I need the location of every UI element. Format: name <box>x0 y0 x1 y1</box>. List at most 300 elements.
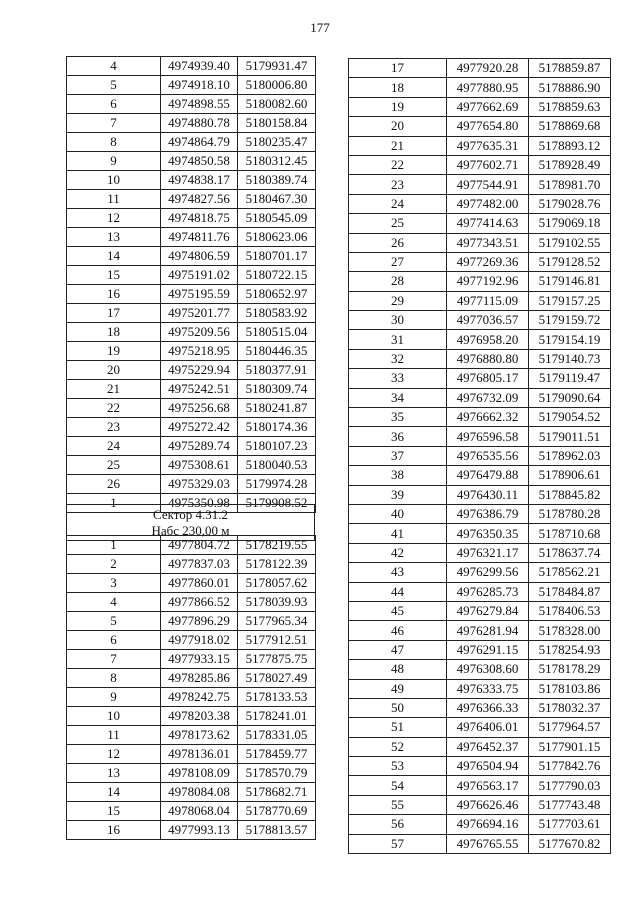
x-coordinate-cell: 4976386.79 <box>447 504 529 523</box>
left-coordinates-table <box>66 56 316 513</box>
point-number-cell: 49 <box>349 679 447 698</box>
x-coordinate-cell: 4975272.42 <box>161 418 238 437</box>
point-number-cell: 46 <box>349 621 447 640</box>
table-row <box>349 97 611 116</box>
x-coordinate-cell: 4976430.11 <box>447 485 529 504</box>
table-row <box>349 388 611 407</box>
table-row <box>349 369 611 388</box>
x-coordinate-cell: 4977896.29 <box>161 612 238 631</box>
x-coordinate-cell: 4976880.80 <box>447 349 529 368</box>
y-coordinate-cell: 5180652.97 <box>238 285 316 304</box>
point-number-cell: 3 <box>67 574 161 593</box>
y-coordinate-cell: 5178331.05 <box>238 726 316 745</box>
y-coordinate-cell: 5180515.04 <box>238 323 316 342</box>
point-number-cell: 55 <box>349 795 447 814</box>
y-coordinate-cell: 5177842.76 <box>529 757 611 776</box>
y-coordinate-cell: 5180040.53 <box>238 456 316 475</box>
x-coordinate-cell: 4976321.17 <box>447 543 529 562</box>
y-coordinate-cell: 5178103.86 <box>529 679 611 698</box>
point-number-cell: 24 <box>349 194 447 213</box>
x-coordinate-cell: 4976765.55 <box>447 834 529 853</box>
point-number-cell: 53 <box>349 757 447 776</box>
point-number-cell: 6 <box>67 631 161 650</box>
y-coordinate-cell: 5180312.45 <box>238 152 316 171</box>
y-coordinate-cell: 5180467.30 <box>238 190 316 209</box>
x-coordinate-cell: 4977933.15 <box>161 650 238 669</box>
table-row <box>349 311 611 330</box>
table-row <box>349 679 611 698</box>
x-coordinate-cell: 4978285.86 <box>161 669 238 688</box>
y-coordinate-cell: 5180583.92 <box>238 304 316 323</box>
x-coordinate-cell: 4974864.79 <box>161 133 238 152</box>
x-coordinate-cell: 4976291.15 <box>447 640 529 659</box>
point-number-cell: 6 <box>67 95 161 114</box>
point-number-cell: 32 <box>349 349 447 368</box>
y-coordinate-cell: 5180235.47 <box>238 133 316 152</box>
x-coordinate-cell: 4977343.51 <box>447 233 529 252</box>
x-coordinate-cell: 4977654.80 <box>447 117 529 136</box>
table-row <box>67 304 316 323</box>
table-row <box>349 233 611 252</box>
x-coordinate-cell: 4974811.76 <box>161 228 238 247</box>
table-row <box>67 593 316 612</box>
table-row <box>349 408 611 427</box>
x-coordinate-cell: 4976596.58 <box>447 427 529 446</box>
x-coordinate-cell: 4977192.96 <box>447 272 529 291</box>
x-coordinate-cell: 4974818.75 <box>161 209 238 228</box>
x-coordinate-cell: 4978203.38 <box>161 707 238 726</box>
x-coordinate-cell: 4977662.69 <box>447 97 529 116</box>
point-number-cell: 26 <box>67 475 161 494</box>
point-number-cell: 26 <box>349 233 447 252</box>
table-row <box>67 536 316 555</box>
table-row <box>67 456 316 475</box>
point-number-cell: 12 <box>67 209 161 228</box>
x-coordinate-cell: 4975201.77 <box>161 304 238 323</box>
y-coordinate-cell: 5179028.76 <box>529 194 611 213</box>
y-coordinate-cell: 5177964.57 <box>529 718 611 737</box>
y-coordinate-cell: 5178770.69 <box>238 802 316 821</box>
point-number-cell: 34 <box>349 388 447 407</box>
y-coordinate-cell: 5178219.55 <box>238 536 316 555</box>
y-coordinate-cell: 5179069.18 <box>529 214 611 233</box>
point-number-cell: 33 <box>349 369 447 388</box>
y-coordinate-cell: 5178637.74 <box>529 543 611 562</box>
table-row <box>349 776 611 795</box>
y-coordinate-cell: 5179154.19 <box>529 330 611 349</box>
point-number-cell: 18 <box>349 78 447 97</box>
x-coordinate-cell: 4976694.16 <box>447 815 529 834</box>
table-row <box>67 688 316 707</box>
point-number-cell: 8 <box>67 133 161 152</box>
y-coordinate-cell: 5180006.80 <box>238 76 316 95</box>
y-coordinate-cell: 5180082.60 <box>238 95 316 114</box>
y-coordinate-cell: 5180241.87 <box>238 399 316 418</box>
point-number-cell: 13 <box>67 764 161 783</box>
x-coordinate-cell: 4976406.01 <box>447 718 529 737</box>
point-number-cell: 17 <box>349 59 447 78</box>
point-number-cell: 37 <box>349 446 447 465</box>
x-coordinate-cell: 4977482.00 <box>447 194 529 213</box>
point-number-cell: 5 <box>67 76 161 95</box>
y-coordinate-cell: 5178780.28 <box>529 504 611 523</box>
y-coordinate-cell: 5179102.55 <box>529 233 611 252</box>
y-coordinate-cell: 5180107.23 <box>238 437 316 456</box>
table-row <box>349 78 611 97</box>
point-number-cell: 1 <box>67 494 161 513</box>
point-number-cell: 31 <box>349 330 447 349</box>
table-row <box>67 764 316 783</box>
point-number-cell: 7 <box>67 114 161 133</box>
y-coordinate-cell: 5180158.84 <box>238 114 316 133</box>
table-row <box>67 228 316 247</box>
x-coordinate-cell: 4976350.35 <box>447 524 529 543</box>
x-coordinate-cell: 4977880.95 <box>447 78 529 97</box>
left-table-top-body <box>67 57 316 513</box>
point-number-cell: 36 <box>349 427 447 446</box>
y-coordinate-cell: 5178981.70 <box>529 175 611 194</box>
table-row <box>349 621 611 640</box>
y-coordinate-cell: 5177912.51 <box>238 631 316 650</box>
y-coordinate-cell: 5178406.53 <box>529 601 611 620</box>
table-row <box>67 437 316 456</box>
table-row <box>349 349 611 368</box>
point-number-cell: 16 <box>67 285 161 304</box>
point-number-cell: 8 <box>67 669 161 688</box>
point-number-cell: 4 <box>67 593 161 612</box>
table-row <box>67 323 316 342</box>
left-table-bottom-body <box>67 536 316 840</box>
point-number-cell: 10 <box>67 707 161 726</box>
point-number-cell: 51 <box>349 718 447 737</box>
page-number: 177 <box>310 20 330 35</box>
table-row <box>67 418 316 437</box>
y-coordinate-cell: 5179011.51 <box>529 427 611 446</box>
x-coordinate-cell: 4976308.60 <box>447 660 529 679</box>
x-coordinate-cell: 4974880.78 <box>161 114 238 133</box>
point-number-cell: 23 <box>67 418 161 437</box>
x-coordinate-cell: 4975256.68 <box>161 399 238 418</box>
table-row <box>67 631 316 650</box>
x-coordinate-cell: 4975229.94 <box>161 361 238 380</box>
table-row <box>349 136 611 155</box>
x-coordinate-cell: 4977993.13 <box>161 821 238 840</box>
right-table-body <box>349 59 611 854</box>
table-row <box>67 152 316 171</box>
point-number-cell: 50 <box>349 698 447 717</box>
x-coordinate-cell: 4976535.56 <box>447 446 529 465</box>
point-number-cell: 57 <box>349 834 447 853</box>
y-coordinate-cell: 5178057.62 <box>238 574 316 593</box>
table-row <box>349 117 611 136</box>
y-coordinate-cell: 5178484.87 <box>529 582 611 601</box>
x-coordinate-cell: 4976504.94 <box>447 757 529 776</box>
point-number-cell: 43 <box>349 563 447 582</box>
x-coordinate-cell: 4974898.55 <box>161 95 238 114</box>
table-row <box>67 669 316 688</box>
point-number-cell: 29 <box>349 291 447 310</box>
table-row <box>67 247 316 266</box>
point-number-cell: 22 <box>67 399 161 418</box>
x-coordinate-cell: 4977269.36 <box>447 252 529 271</box>
x-coordinate-cell: 4975195.59 <box>161 285 238 304</box>
x-coordinate-cell: 4976662.32 <box>447 408 529 427</box>
x-coordinate-cell: 4974838.17 <box>161 171 238 190</box>
y-coordinate-cell: 5178962.03 <box>529 446 611 465</box>
point-number-cell: 20 <box>67 361 161 380</box>
point-number-cell: 47 <box>349 640 447 659</box>
table-row <box>349 466 611 485</box>
point-number-cell: 39 <box>349 485 447 504</box>
table-row <box>67 574 316 593</box>
x-coordinate-cell: 4978084.08 <box>161 783 238 802</box>
table-row <box>67 726 316 745</box>
x-coordinate-cell: 4977837.03 <box>161 555 238 574</box>
table-row <box>67 114 316 133</box>
y-coordinate-cell: 5178710.68 <box>529 524 611 543</box>
y-coordinate-cell: 5178241.01 <box>238 707 316 726</box>
y-coordinate-cell: 5178893.12 <box>529 136 611 155</box>
y-coordinate-cell: 5180174.36 <box>238 418 316 437</box>
y-coordinate-cell: 5178928.49 <box>529 155 611 174</box>
y-coordinate-cell: 5178906.61 <box>529 466 611 485</box>
y-coordinate-cell: 5178682.71 <box>238 783 316 802</box>
y-coordinate-cell: 5178254.93 <box>529 640 611 659</box>
point-number-cell: 14 <box>67 247 161 266</box>
point-number-cell: 21 <box>349 136 447 155</box>
table-row <box>349 330 611 349</box>
point-number-cell: 38 <box>349 466 447 485</box>
x-coordinate-cell: 4976805.17 <box>447 369 529 388</box>
x-coordinate-cell: 4976732.09 <box>447 388 529 407</box>
x-coordinate-cell: 4975209.56 <box>161 323 238 342</box>
y-coordinate-cell: 5180623.06 <box>238 228 316 247</box>
y-coordinate-cell: 5177875.75 <box>238 650 316 669</box>
y-coordinate-cell: 5179119.47 <box>529 369 611 388</box>
x-coordinate-cell: 4976366.33 <box>447 698 529 717</box>
table-row <box>67 650 316 669</box>
x-coordinate-cell: 4978173.62 <box>161 726 238 745</box>
point-number-cell: 27 <box>349 252 447 271</box>
y-coordinate-cell: 5178039.93 <box>238 593 316 612</box>
y-coordinate-cell: 5178562.21 <box>529 563 611 582</box>
point-number-cell: 10 <box>67 171 161 190</box>
x-coordinate-cell: 4977036.57 <box>447 311 529 330</box>
table-row <box>349 194 611 213</box>
x-coordinate-cell: 4978136.01 <box>161 745 238 764</box>
x-coordinate-cell: 4978108.09 <box>161 764 238 783</box>
table-row <box>67 821 316 840</box>
point-number-cell: 17 <box>67 304 161 323</box>
table-row <box>67 57 316 76</box>
point-number-cell: 52 <box>349 737 447 756</box>
table-row <box>349 834 611 853</box>
y-coordinate-cell: 5177703.61 <box>529 815 611 834</box>
table-row <box>67 555 316 574</box>
x-coordinate-cell: 4976479.88 <box>447 466 529 485</box>
table-row <box>67 707 316 726</box>
table-row <box>349 59 611 78</box>
table-row <box>349 795 611 814</box>
x-coordinate-cell: 4975242.51 <box>161 380 238 399</box>
y-coordinate-cell: 5180722.15 <box>238 266 316 285</box>
x-coordinate-cell: 4976452.37 <box>447 737 529 756</box>
x-coordinate-cell: 4977635.31 <box>447 136 529 155</box>
point-number-cell: 19 <box>67 342 161 361</box>
y-coordinate-cell: 5178886.90 <box>529 78 611 97</box>
table-row <box>67 171 316 190</box>
point-number-cell: 4 <box>67 57 161 76</box>
y-coordinate-cell: 5177790.03 <box>529 776 611 795</box>
y-coordinate-cell: 5179140.73 <box>529 349 611 368</box>
table-row <box>67 133 316 152</box>
point-number-cell: 22 <box>349 155 447 174</box>
point-number-cell: 35 <box>349 408 447 427</box>
table-row <box>349 214 611 233</box>
y-coordinate-cell: 5177901.15 <box>529 737 611 756</box>
point-number-cell: 48 <box>349 660 447 679</box>
y-coordinate-cell: 5178032.37 <box>529 698 611 717</box>
point-number-cell: 5 <box>67 612 161 631</box>
table-row <box>349 252 611 271</box>
y-coordinate-cell: 5179146.81 <box>529 272 611 291</box>
point-number-cell: 9 <box>67 688 161 707</box>
table-row <box>349 524 611 543</box>
y-coordinate-cell: 5178027.49 <box>238 669 316 688</box>
table-row <box>349 155 611 174</box>
table-row <box>349 737 611 756</box>
y-coordinate-cell: 5178459.77 <box>238 745 316 764</box>
sector-title: Сектор 4.31.2 <box>152 506 228 522</box>
point-number-cell: 18 <box>67 323 161 342</box>
y-coordinate-cell: 5180377.91 <box>238 361 316 380</box>
x-coordinate-cell: 4977918.02 <box>161 631 238 650</box>
table-row <box>349 543 611 562</box>
y-coordinate-cell: 5179090.64 <box>529 388 611 407</box>
y-coordinate-cell: 5179931.47 <box>238 57 316 76</box>
x-coordinate-cell: 4974850.58 <box>161 152 238 171</box>
x-coordinate-cell: 4977804.72 <box>161 536 238 555</box>
point-number-cell: 21 <box>67 380 161 399</box>
point-number-cell: 25 <box>349 214 447 233</box>
x-coordinate-cell: 4977920.28 <box>447 59 529 78</box>
point-number-cell: 9 <box>67 152 161 171</box>
y-coordinate-cell: 5179908.52 <box>238 494 316 513</box>
point-number-cell: 14 <box>67 783 161 802</box>
x-coordinate-cell: 4976333.75 <box>447 679 529 698</box>
y-coordinate-cell: 5178328.00 <box>529 621 611 640</box>
table-row <box>67 783 316 802</box>
table-row <box>67 399 316 418</box>
table-row <box>349 175 611 194</box>
y-coordinate-cell: 5178122.39 <box>238 555 316 574</box>
y-coordinate-cell: 5179159.72 <box>529 311 611 330</box>
point-number-cell: 42 <box>349 543 447 562</box>
point-number-cell: 20 <box>349 117 447 136</box>
point-number-cell: 23 <box>349 175 447 194</box>
sector-coordinates-table <box>66 535 316 840</box>
y-coordinate-cell: 5178813.57 <box>238 821 316 840</box>
table-row <box>67 342 316 361</box>
table-row <box>349 582 611 601</box>
point-number-cell: 30 <box>349 311 447 330</box>
point-number-cell: 25 <box>67 456 161 475</box>
table-row <box>349 291 611 310</box>
table-row <box>349 601 611 620</box>
table-row <box>67 475 316 494</box>
point-number-cell: 45 <box>349 601 447 620</box>
point-number-cell: 12 <box>67 745 161 764</box>
x-coordinate-cell: 4974939.40 <box>161 57 238 76</box>
point-number-cell: 24 <box>67 437 161 456</box>
table-row <box>349 485 611 504</box>
y-coordinate-cell: 5177670.82 <box>529 834 611 853</box>
x-coordinate-cell: 4975329.03 <box>161 475 238 494</box>
table-row <box>349 815 611 834</box>
point-number-cell: 15 <box>67 802 161 821</box>
point-number-cell: 41 <box>349 524 447 543</box>
table-row <box>67 266 316 285</box>
x-coordinate-cell: 4978242.75 <box>161 688 238 707</box>
sector-elevation: Нaбс 230,00 м <box>151 522 230 538</box>
table-row <box>67 361 316 380</box>
table-row <box>349 757 611 776</box>
y-coordinate-cell: 5179054.52 <box>529 408 611 427</box>
x-coordinate-cell: 4975289.74 <box>161 437 238 456</box>
point-number-cell: 19 <box>349 97 447 116</box>
x-coordinate-cell: 4976281.94 <box>447 621 529 640</box>
x-coordinate-cell: 4974918.10 <box>161 76 238 95</box>
y-coordinate-cell: 5180701.17 <box>238 247 316 266</box>
y-coordinate-cell: 5178859.87 <box>529 59 611 78</box>
x-coordinate-cell: 4975191.02 <box>161 266 238 285</box>
table-row <box>349 563 611 582</box>
y-coordinate-cell: 5178133.53 <box>238 688 316 707</box>
table-row <box>349 718 611 737</box>
y-coordinate-cell: 5178869.68 <box>529 117 611 136</box>
point-number-cell: 2 <box>67 555 161 574</box>
point-number-cell: 1 <box>67 536 161 555</box>
point-number-cell: 44 <box>349 582 447 601</box>
x-coordinate-cell: 4974827.56 <box>161 190 238 209</box>
y-coordinate-cell: 5178570.79 <box>238 764 316 783</box>
table-row <box>67 612 316 631</box>
table-row <box>349 427 611 446</box>
point-number-cell: 16 <box>67 821 161 840</box>
table-row <box>67 802 316 821</box>
x-coordinate-cell: 4975218.95 <box>161 342 238 361</box>
y-coordinate-cell: 5180446.35 <box>238 342 316 361</box>
point-number-cell: 11 <box>67 726 161 745</box>
y-coordinate-cell: 5180389.74 <box>238 171 316 190</box>
x-coordinate-cell: 4978068.04 <box>161 802 238 821</box>
x-coordinate-cell: 4977866.52 <box>161 593 238 612</box>
y-coordinate-cell: 5179974.28 <box>238 475 316 494</box>
x-coordinate-cell: 4977602.71 <box>447 155 529 174</box>
x-coordinate-cell: 4976299.56 <box>447 563 529 582</box>
table-row <box>349 272 611 291</box>
point-number-cell: 15 <box>67 266 161 285</box>
x-coordinate-cell: 4977115.09 <box>447 291 529 310</box>
y-coordinate-cell: 5180545.09 <box>238 209 316 228</box>
x-coordinate-cell: 4977414.63 <box>447 214 529 233</box>
table-row <box>349 640 611 659</box>
right-coordinates-table <box>348 58 611 854</box>
x-coordinate-cell: 4977860.01 <box>161 574 238 593</box>
x-coordinate-cell: 4975308.61 <box>161 456 238 475</box>
x-coordinate-cell: 4974806.59 <box>161 247 238 266</box>
point-number-cell: 7 <box>67 650 161 669</box>
